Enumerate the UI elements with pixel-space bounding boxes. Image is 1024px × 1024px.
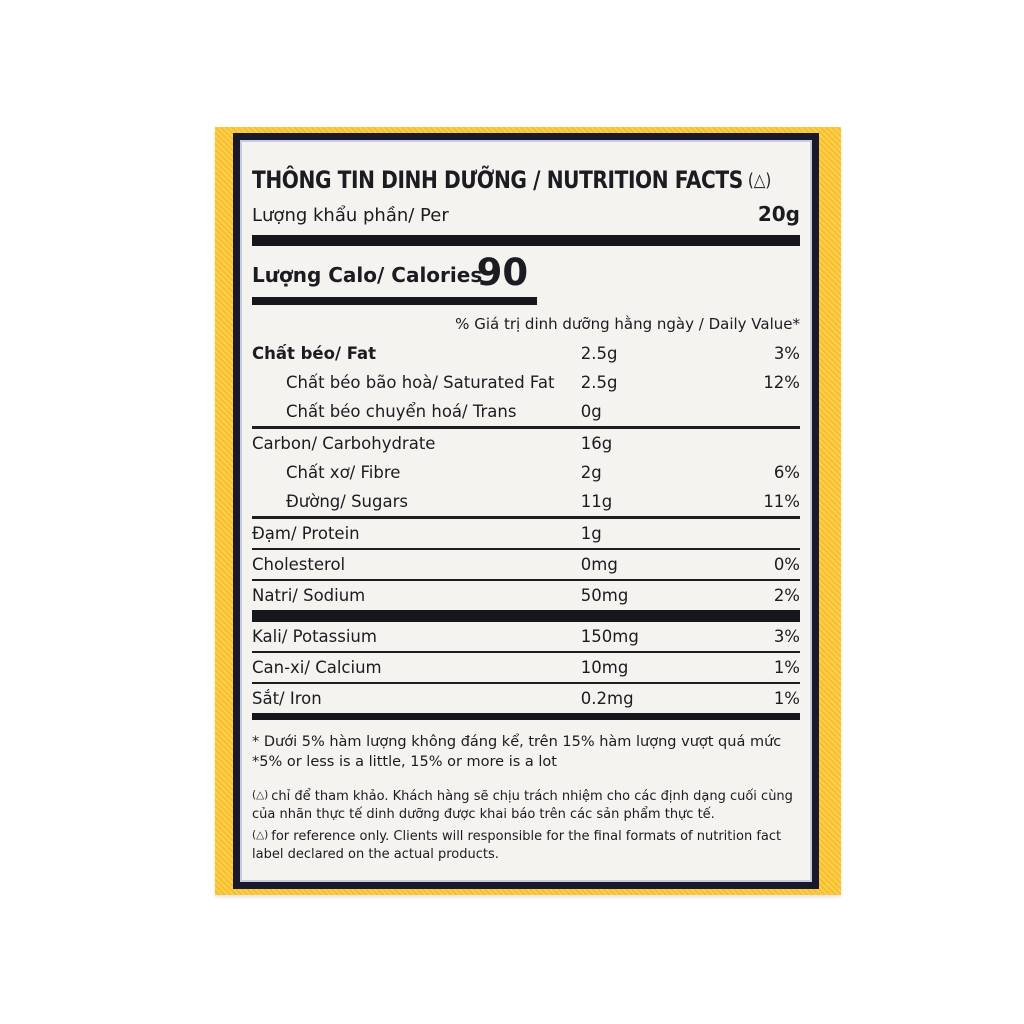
nutrient-amount: 150mg	[580, 627, 639, 646]
table-row	[252, 458, 800, 487]
nutrient-label: Chất xơ/ Fibre	[286, 463, 401, 482]
nutrient-amount: 2g	[580, 463, 602, 482]
table-row	[252, 397, 800, 426]
nutrient-label: Đạm/ Protein	[252, 524, 360, 543]
disclaimers	[252, 786, 800, 864]
table-row	[252, 368, 800, 397]
serving-row	[252, 202, 800, 226]
nutrient-dv: 11%	[763, 492, 800, 511]
nutrient-label: Natri/ Sodium	[252, 586, 366, 605]
triangle-mark: (△)	[252, 789, 269, 801]
nutrient-label: Chất béo chuyển hoá/ Trans	[286, 402, 517, 421]
nutrient-amount: 0g	[580, 402, 602, 421]
footnote-vi: * Dưới 5% hàm lượng không đáng kể, trên 15% hàm lượng vượt quá mức	[252, 734, 782, 750]
disclaimer-en	[252, 826, 800, 864]
table-row	[252, 548, 800, 579]
disclaimer-vi-text: chỉ để tham khảo. Khách hàng sẽ chịu trách nhiệm cho các định dạng cuối cùng của nhãn thực tế dinh dưỡng được khai báo trên các sản phẩm thực tế.	[252, 789, 793, 822]
nutrient-label: Kali/ Potassium	[252, 627, 377, 646]
triangle-mark: (△)	[747, 170, 772, 191]
table-row	[252, 651, 800, 682]
nutrient-dv: 1%	[773, 689, 800, 708]
table-row	[252, 579, 800, 610]
nutrient-amount: 0mg	[580, 555, 618, 574]
calories-row	[252, 251, 800, 296]
calories-value: 90	[476, 251, 529, 294]
footnotes	[252, 732, 800, 772]
nutrient-dv: 1%	[773, 658, 800, 677]
disclaimer-vi	[252, 786, 800, 824]
nutrient-dv: 0%	[773, 555, 800, 574]
label-title: THÔNG TIN DINH DƯỠNG / NUTRITION FACTS	[252, 166, 743, 194]
nutrient-amount: 2.5g	[580, 344, 618, 363]
nutrient-amount: 16g	[580, 434, 613, 453]
nutrient-dv: 3%	[773, 344, 800, 363]
nutrient-amount: 1g	[580, 524, 602, 543]
daily-value-header: % Giá trị dinh dưỡng hằng ngày / Daily Value*	[455, 315, 800, 333]
nutrient-amount: 50mg	[580, 586, 629, 605]
table-row	[252, 339, 800, 368]
nutrient-label: Carbon/ Carbohydrate	[252, 434, 436, 453]
separator-bar-bottom	[252, 713, 800, 720]
nutrient-dv: 2%	[773, 586, 800, 605]
nutrient-label: Can-xi/ Calcium	[252, 658, 382, 677]
table-row	[252, 516, 800, 548]
nutrient-dv: 12%	[763, 373, 800, 392]
nutrition-label	[233, 133, 819, 889]
label-title-row	[252, 166, 772, 194]
nutrient-label: Chất béo/ Fat	[252, 344, 377, 363]
serving-label: Lượng khẩu phần/ Per	[252, 205, 449, 226]
table-row	[252, 487, 800, 516]
nutrient-dv: 6%	[773, 463, 800, 482]
nutrient-amount: 2.5g	[580, 373, 618, 392]
serving-value: 20g	[757, 202, 800, 226]
nutrient-label: Đường/ Sugars	[286, 492, 408, 511]
nutrient-dv: 3%	[773, 627, 800, 646]
nutrient-amount: 11g	[580, 492, 613, 511]
package	[215, 127, 841, 895]
disclaimer-en-text: for reference only. Clients will responsible for the final formats of nutrition fact label declared on the actual products.	[252, 829, 782, 862]
nutrient-label: Sắt/ Iron	[252, 689, 322, 708]
nutrient-label: Cholesterol	[252, 555, 346, 574]
calories-label: Lượng Calo/ Calories	[252, 263, 483, 287]
separator-bar-top	[252, 235, 800, 246]
table-row	[252, 426, 800, 458]
nutrient-amount: 10mg	[580, 658, 629, 677]
nutrient-label: Chất béo bão hoà/ Saturated Fat	[286, 373, 555, 392]
nutrient-table	[252, 339, 800, 713]
separator-bar-calories	[252, 297, 537, 305]
nutrient-amount: 0.2mg	[580, 689, 634, 708]
footnote-en: *5% or less is a little, 15% or more is a lot	[252, 754, 557, 770]
label-content	[240, 140, 812, 882]
table-row	[252, 682, 800, 713]
triangle-mark: (△)	[252, 829, 269, 841]
table-row	[252, 610, 800, 651]
